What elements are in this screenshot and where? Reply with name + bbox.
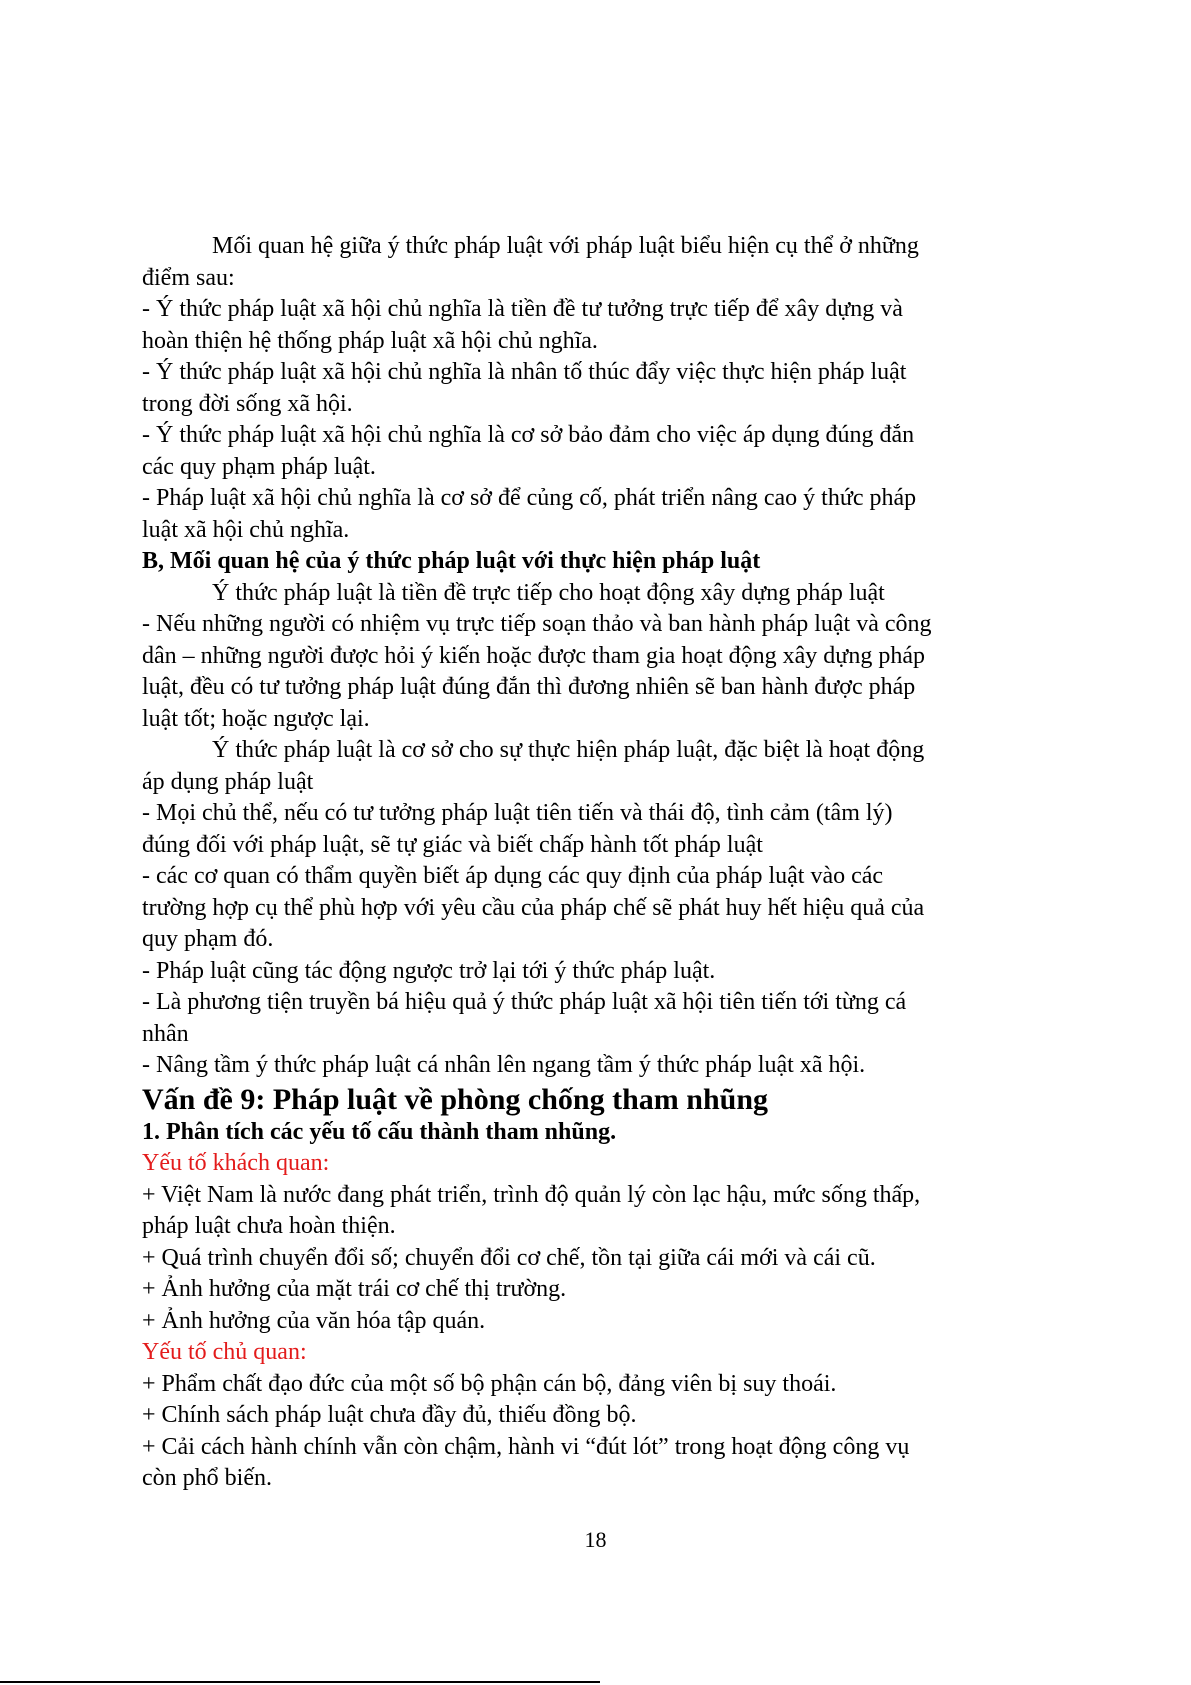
paragraph-line: luật tốt; hoặc ngược lại. <box>142 705 370 732</box>
bottom-divider <box>0 1681 600 1683</box>
paragraph-line: Mối quan hệ giữa ý thức pháp luật với pháp luật biểu hiện cụ thể ở những <box>212 233 919 259</box>
paragraph-line: trong đời sống xã hội. <box>142 390 353 417</box>
list-item: - Ý thức pháp luật xã hội chủ nghĩa là tiền đề tư tưởng trực tiếp để xây dựng và <box>142 296 903 322</box>
factor-heading-objective: Yếu tố khách quan: <box>142 1150 330 1176</box>
list-item: + Quá trình chuyển đổi số; chuyển đổi cơ chế, tồn tại giữa cái mới và cái cũ. <box>142 1244 876 1271</box>
list-item: - Mọi chủ thể, nếu có tư tưởng pháp luật tiên tiến và thái độ, tình cảm (tâm lý) <box>142 800 893 826</box>
section-heading: B, Mối quan hệ của ý thức pháp luật với thực hiện pháp luật <box>142 548 761 574</box>
list-item: - Ý thức pháp luật xã hội chủ nghĩa là cơ sở bảo đảm cho việc áp dụng đúng đắn <box>142 422 915 448</box>
list-item: - Nếu những người có nhiệm vụ trực tiếp soạn thảo và ban hành pháp luật và công <box>142 611 932 637</box>
page-number: 18 <box>584 1527 607 1552</box>
list-item: - Pháp luật xã hội chủ nghĩa là cơ sở để củng cố, phát triển nâng cao ý thức pháp <box>142 485 917 511</box>
list-item: - Pháp luật cũng tác động ngược trở lại tới ý thức pháp luật. <box>142 957 716 984</box>
paragraph-line: pháp luật chưa hoàn thiện. <box>142 1213 396 1239</box>
subsection-heading: 1. Phân tích các yếu tố cấu thành tham nhũng. <box>142 1118 617 1145</box>
list-item: + Ảnh hưởng của văn hóa tập quán. <box>142 1307 486 1334</box>
list-item: + Việt Nam là nước đang phát triển, trình độ quản lý còn lạc hậu, mức sống thấp, <box>142 1181 921 1208</box>
paragraph-line: điểm sau: <box>142 264 235 291</box>
paragraph-line: dân – những người được hỏi ý kiến hoặc được tham gia hoạt động xây dựng pháp <box>142 642 925 669</box>
factor-heading-subjective: Yếu tố chủ quan: <box>142 1339 307 1365</box>
paragraph-line: luật, đều có tư tưởng pháp luật đúng đắn thì đương nhiên sẽ ban hành được pháp <box>142 674 916 700</box>
list-item: - Ý thức pháp luật xã hội chủ nghĩa là nhân tố thúc đẩy việc thực hiện pháp luật <box>142 359 907 385</box>
chapter-heading: Vấn đề 9: Pháp luật về phòng chống tham nhũng <box>142 1082 769 1116</box>
list-item: - Nâng tầm ý thức pháp luật cá nhân lên ngang tầm ý thức pháp luật xã hội. <box>142 1052 866 1078</box>
paragraph-line: luật xã hội chủ nghĩa. <box>142 516 350 543</box>
paragraph-line: trường hợp cụ thể phù hợp với yêu cầu của pháp chế sẽ phát huy hết hiệu quả của <box>142 894 925 921</box>
list-item: + Ảnh hưởng của mặt trái cơ chế thị trường. <box>142 1276 567 1302</box>
paragraph-line: quy phạm đó. <box>142 926 274 952</box>
paragraph-line: Ý thức pháp luật là tiền đề trực tiếp cho hoạt động xây dựng pháp luật <box>212 579 885 606</box>
paragraph-line: Ý thức pháp luật là cơ sở cho sự thực hiện pháp luật, đặc biệt là hoạt động <box>212 737 925 763</box>
paragraph-line: các quy phạm pháp luật. <box>142 453 376 480</box>
list-item: + Phẩm chất đạo đức của một số bộ phận cán bộ, đảng viên bị suy thoái. <box>142 1370 837 1397</box>
paragraph-line: còn phổ biến. <box>142 1465 272 1491</box>
document-body <box>142 231 1057 1495</box>
list-item: + Chính sách pháp luật chưa đầy đủ, thiếu đồng bộ. <box>142 1402 637 1428</box>
paragraph-line: áp dụng pháp luật <box>142 768 314 795</box>
paragraph-line: đúng đối với pháp luật, sẽ tự giác và biết chấp hành tốt pháp luật <box>142 831 763 858</box>
paragraph-line: nhân <box>142 1020 189 1047</box>
list-item: + Cải cách hành chính vẫn còn chậm, hành vi “đút lót” trong hoạt động công vụ <box>142 1433 910 1460</box>
paragraph-line: hoàn thiện hệ thống pháp luật xã hội chủ nghĩa. <box>142 327 598 354</box>
list-item: - các cơ quan có thẩm quyền biết áp dụng các quy định của pháp luật vào các <box>142 863 884 889</box>
list-item: - Là phương tiện truyền bá hiệu quả ý thức pháp luật xã hội tiên tiến tới từng cá <box>142 989 907 1015</box>
